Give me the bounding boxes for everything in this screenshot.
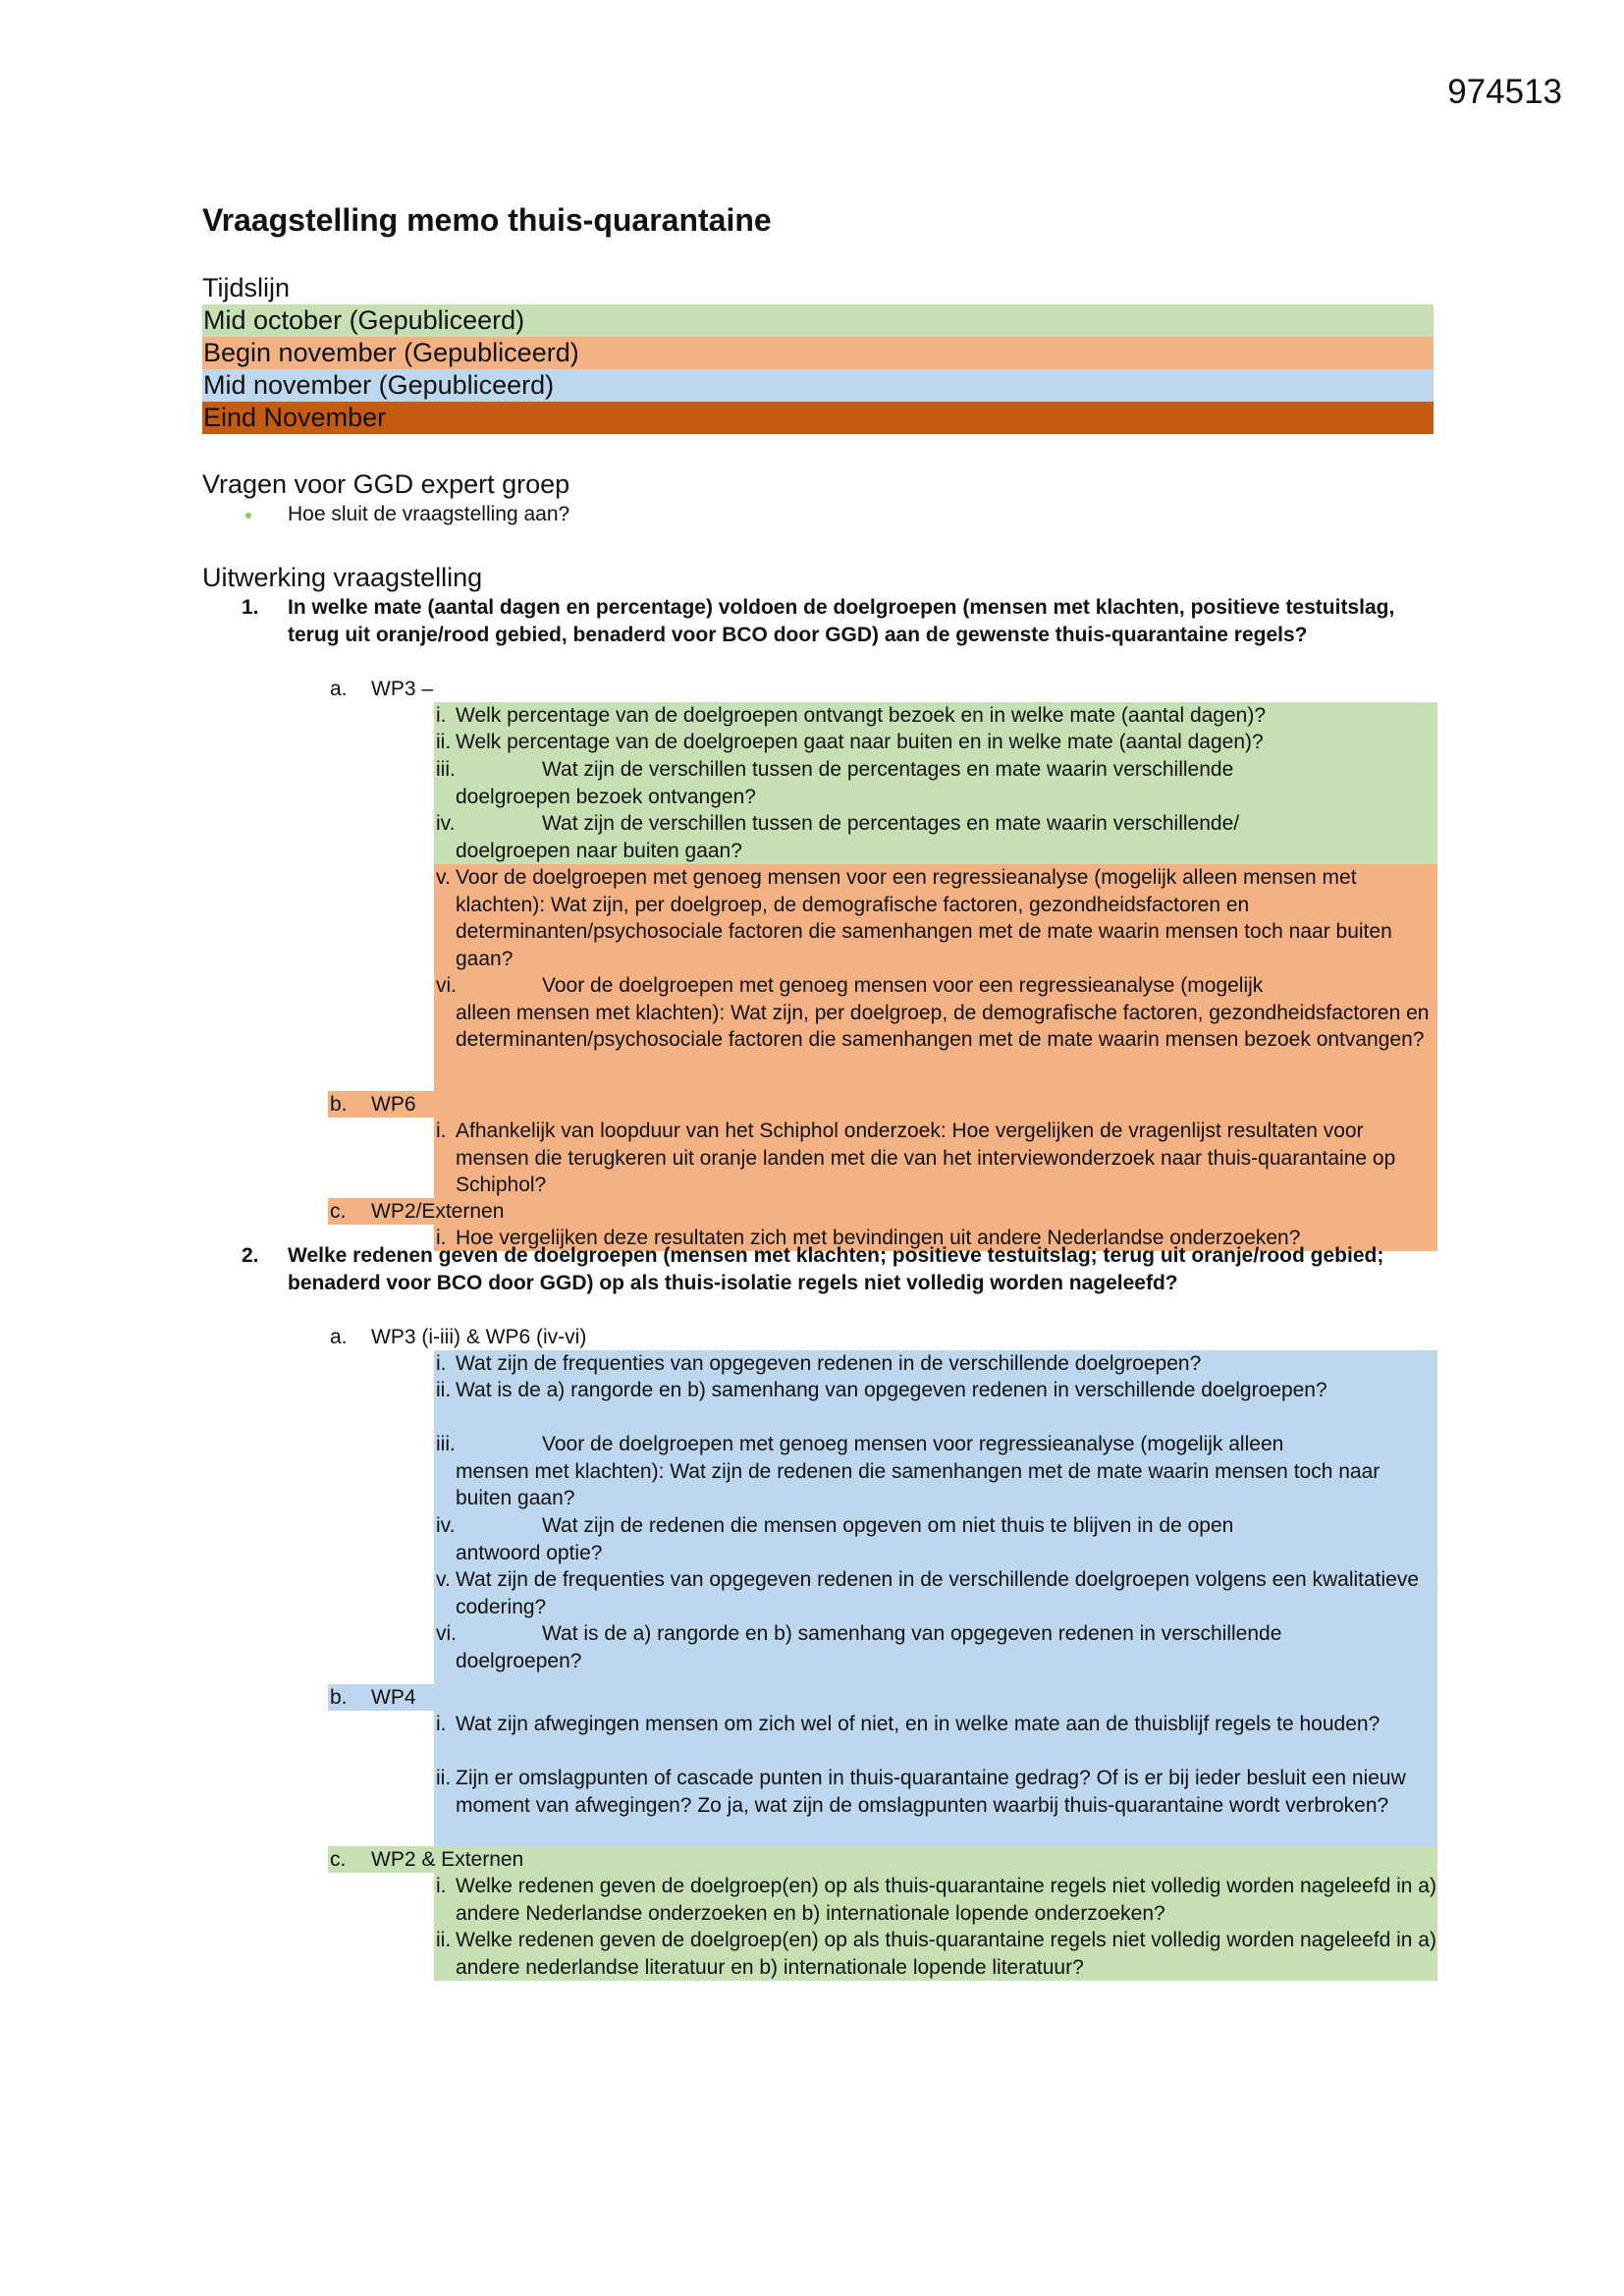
subsection-label: c.	[330, 1848, 347, 1871]
document-number: 974513	[1447, 73, 1562, 111]
item-text: Wat zijn de verschillen tussen de percentages en mate waarin verschillende	[542, 758, 1234, 781]
timeline-row-eind-november: Eind November	[202, 402, 1434, 434]
item-text: Voor de doelgroepen met genoeg mensen voor regressieanalyse (mogelijk alleen	[542, 1433, 1284, 1455]
item-text: Hoe vergelijken deze resultaten zich met bevindingen uit andere Nederlandse onderzoeken?	[456, 1227, 1301, 1249]
question-number: 1.	[242, 596, 259, 619]
item-number: vi.	[436, 974, 457, 997]
item-text-continued: antwoord optie?	[456, 1541, 603, 1564]
question-text: Welke redenen geven de doelgroepen (mensen met klachten; positieve testuitslag; terug uit oranje/rood gebied; benaderd voor BCO door GGD) op als thuis-isolatie regels niet volledig worden nageleefd?	[288, 1244, 1384, 1294]
item-text: Welk percentage van de doelgroepen ontvangt bezoek en in welke mate (aantal dagen)?	[456, 704, 1267, 727]
expert-heading: Vragen voor GGD expert groep	[202, 469, 570, 499]
item-number: iv.	[436, 812, 456, 835]
item-number: ii.	[436, 1767, 452, 1789]
timeline-heading: Tijdslijn	[202, 273, 291, 302]
item-text-continued: alleen mensen met klachten): Wat zijn, per doelgroep, de demografische factoren, gezondheidsfactoren en determinanten/psychosociale factoren die samenhangen met de mate waarin mensen bezoek ontvangen?	[456, 1001, 1430, 1051]
item-number: i.	[436, 1875, 447, 1897]
uitwerking-heading: Uitwerking vraagstelling	[202, 563, 483, 592]
item-text: Wat zijn de frequenties van opgegeven redenen in de verschillende doelgroepen?	[456, 1352, 1202, 1375]
item-number: ii.	[436, 1929, 452, 1951]
item-number: iii.	[436, 1433, 456, 1455]
highlight-blue	[328, 1684, 1437, 1711]
timeline-row-mid-october: Mid october (Gepubliceerd)	[202, 304, 1434, 337]
question-text: In welke mate (aantal dagen en percentage) voldoen de doelgroepen (mensen met klachten, positieve testuitslag, terug uit oranje/rood gebied, benaderd voor BCO door GGD) aan de gewenste thuis-quarantaine regels?	[288, 596, 1395, 646]
item-text: Welke redenen geven de doelgroep(en) op als thuis-quarantaine regels niet volledig worden nageleefd in a) andere nederlandse literatuur en b) internationale lopende literatuur?	[456, 1929, 1436, 1979]
item-text: Wat zijn de frequenties van opgegeven redenen in de verschillende doelgroepen volgens een kwalitatieve codering?	[456, 1568, 1420, 1618]
bullet-dot-icon	[245, 513, 251, 519]
item-text: Wat zijn de redenen die mensen opgeven om niet thuis te blijven in de open	[542, 1514, 1234, 1537]
item-text-continued: doelgroepen bezoek ontvangen?	[456, 785, 756, 808]
subsection-label: b.	[330, 1686, 348, 1709]
item-number: iii.	[436, 758, 456, 781]
subsection-title: WP6	[371, 1093, 416, 1116]
item-number: i.	[436, 1352, 447, 1375]
highlight-peach	[328, 1091, 1437, 1118]
item-text: Wat is de a) rangorde en b) samenhang van opgegeven redenen in verschillende doelgroepen?	[456, 1379, 1327, 1401]
expert-bullet-text: Hoe sluit de vraagstelling aan?	[288, 503, 570, 525]
item-text: Welke redenen geven de doelgroep(en) op als thuis-quarantaine regels niet volledig worden nageleefd in a) andere Nederlandse onderzoeken en b) internationale lopende onderzoeken?	[456, 1875, 1436, 1925]
page-title: Vraagstelling memo thuis-quarantaine	[202, 202, 772, 238]
item-number: vi.	[436, 1622, 457, 1645]
item-number: v.	[436, 1568, 451, 1591]
item-text: Zijn er omslagpunten of cascade punten in thuis-quarantaine gedrag? Of is er bij ieder besluit een nieuw moment van afwegingen? Zo ja, wat zijn de omslagpunten waarbij thuis-quarantaine wordt verbroken?	[456, 1767, 1406, 1817]
item-number: i.	[436, 1120, 447, 1142]
subsection-title: WP3 –	[371, 678, 434, 700]
subsection-title: WP2 & Externen	[371, 1848, 524, 1871]
item-text: Wat is de a) rangorde en b) samenhang van opgegeven redenen in verschillende	[542, 1622, 1282, 1645]
item-text-continued: doelgroepen?	[456, 1649, 582, 1672]
item-text: Voor de doelgroepen met genoeg mensen voor een regressieanalyse (mogelijk alleen mensen met klachten): Wat zijn, per doelgroep, de demografische factoren, gezondheidsfactoren en determinanten/psychosociale factoren die samenhangen met de mate waarin mensen toch naar buiten gaan?	[456, 866, 1392, 970]
timeline-row-mid-november: Mid november (Gepubliceerd)	[202, 369, 1434, 402]
item-text: Wat zijn de verschillen tussen de percentages en mate waarin verschillende/	[542, 812, 1240, 835]
item-number: i.	[436, 704, 447, 727]
item-text: Afhankelijk van loopduur van het Schiphol onderzoek: Hoe vergelijken de vragenlijst resultaten voor mensen die terugkeren uit oranje landen met die van het interviewonderzoek naar thuis-quarantaine op Schiphol?	[456, 1120, 1396, 1196]
subsection-title: WP4	[371, 1686, 416, 1709]
timeline-row-begin-november: Begin november (Gepubliceerd)	[202, 337, 1434, 369]
item-number: i.	[436, 1713, 447, 1735]
subsection-label: a.	[330, 678, 348, 700]
item-number: v.	[436, 866, 451, 889]
item-number: ii.	[436, 731, 452, 753]
item-text: Wat zijn afwegingen mensen om zich wel of niet, en in welke mate aan de thuisblijf regels te houden?	[456, 1713, 1380, 1735]
item-text-continued: doelgroepen naar buiten gaan?	[456, 839, 742, 862]
subsection-label: c.	[330, 1200, 347, 1223]
subsection-label: a.	[330, 1326, 348, 1348]
item-number: ii.	[436, 1379, 452, 1401]
subsection-title: WP3 (i-iii) & WP6 (iv-vi)	[371, 1326, 587, 1348]
subsection-label: b.	[330, 1093, 348, 1116]
subsection-title: WP2/Externen	[371, 1200, 505, 1223]
item-number: i.	[436, 1227, 447, 1249]
item-text-continued: mensen met klachten): Wat zijn de redenen die samenhangen met de mate waarin mensen toch naar buiten gaan?	[456, 1459, 1380, 1509]
item-text: Voor de doelgroepen met genoeg mensen voor een regressieanalyse (mogelijk	[542, 974, 1264, 997]
item-number: iv.	[436, 1514, 456, 1537]
item-text: Welk percentage van de doelgroepen gaat naar buiten en in welke mate (aantal dagen)?	[456, 731, 1264, 753]
question-number: 2.	[242, 1244, 259, 1267]
